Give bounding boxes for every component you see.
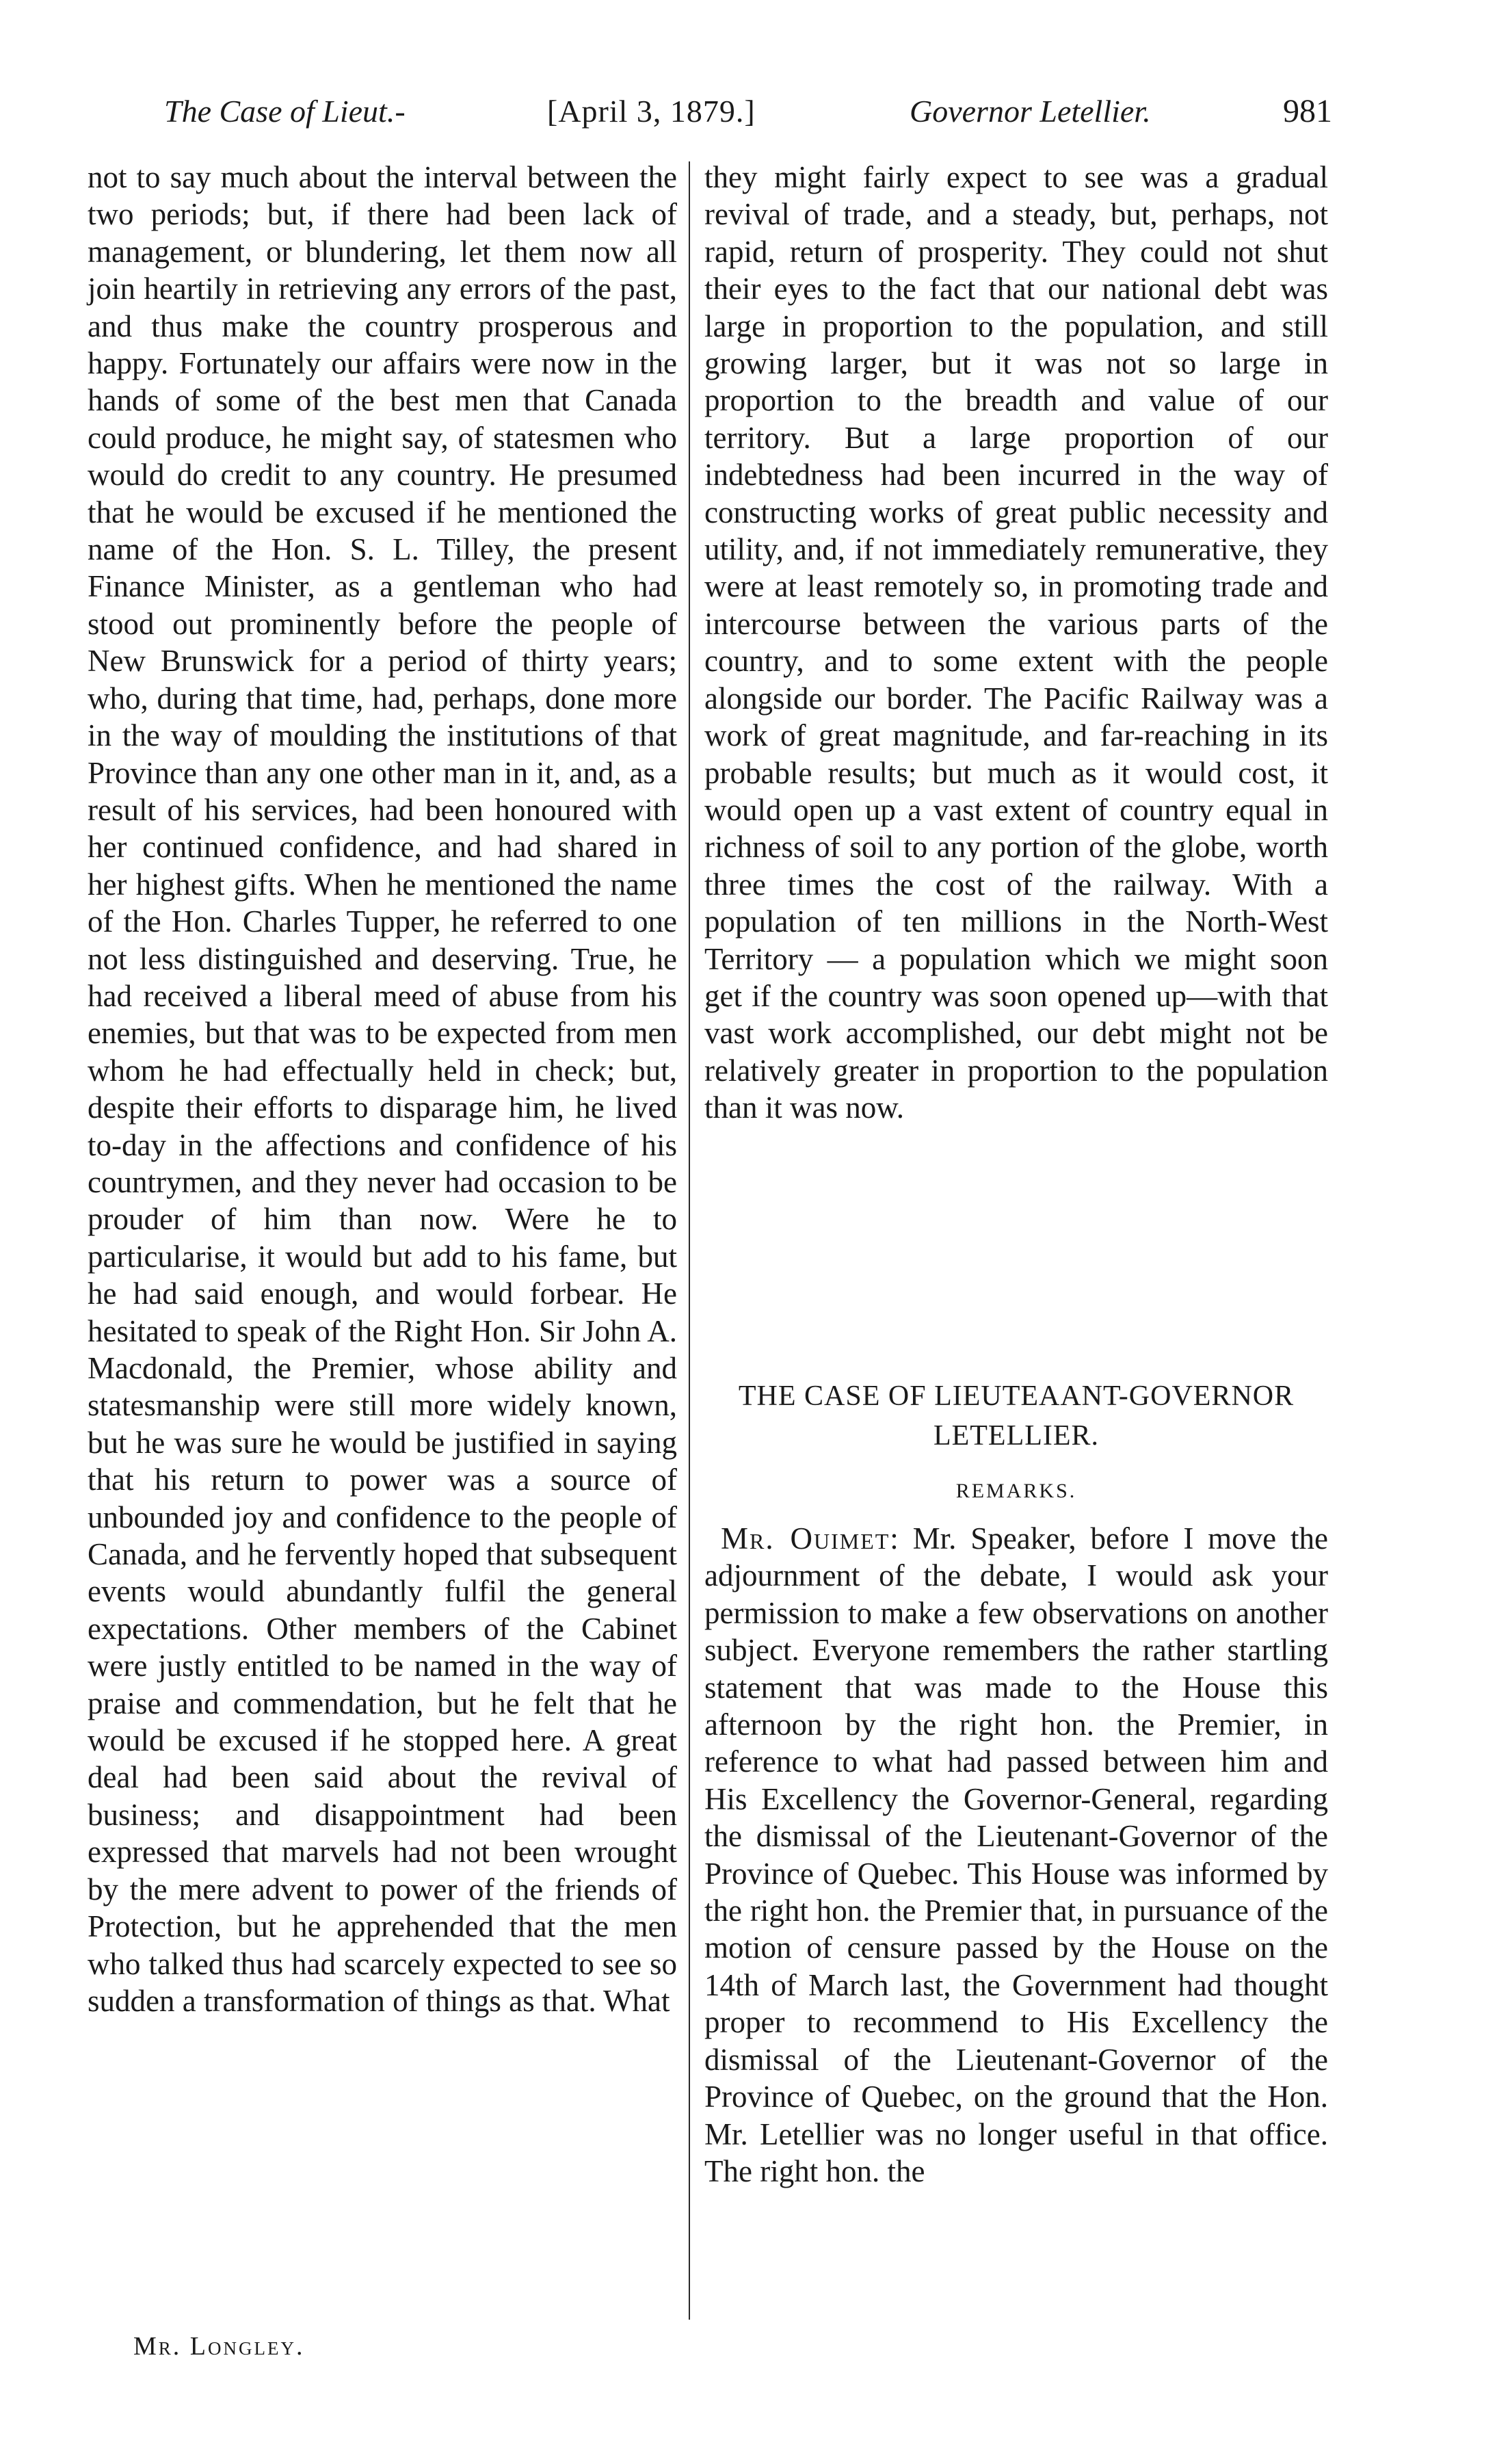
header-right-title: Governor Letellier. [910, 94, 1151, 129]
section-title: THE CASE OF LIEUTEAANT-GOVERNOR LETELLIER. [738, 1380, 1295, 1452]
header-left-title: The Case of Lieut.- [164, 94, 406, 129]
section-subtitle: REMARKS. [955, 1480, 1077, 1502]
speaker-name: Mr. Ouimet [721, 1521, 890, 1556]
column-divider [689, 161, 690, 2320]
speech-paragraph [704, 1520, 1328, 2190]
left-column [88, 159, 677, 2019]
left-column-text: not to say much about the interval between the two periods; but, if there had been lack of management, or blundering, let them now all join heartily in retrieving any errors of the past, and thus make the country prosperous and happy. Fortunately our affairs were now in the hands of some of the best men that Canada could produce, he might say, of statesmen who would do credit to any country. He presumed that he would be excused if he mentioned the name of the Hon. S. L. Tilley, the present Finance Minister, as a gentleman who had stood out prominently before the people of New Brunswick for a period of thirty years; who, during that time, had, perhaps, done more in the way of moulding the institutions of that Province than any one other man in it, and, as a result of his services, had been honoured with her continued confidence, and had shared in her highest gifts. When he mentioned the name of the Hon. Charles Tupper, he referred to one not less distinguished and deserving. True, he had received a liberal meed of abuse from his enemies, but that was to be expected from men whom he had effectually held in check; but, despite their efforts to disparage him, he lived to-day in the affections and confidence of his countrymen, and they never had occasion to be prouder of him than now. Were he to particularise, it would but add to his fame, but he had said enough, and would forbear. He hesitated to speak of the Right Hon. Sir John A. Macdonald, the Premier, whose ability and statesmanship were still more widely known, but he was sure he would be justified in saying that his return to power was a source of unbounded joy and confidence to the people of Canada, and he fervently hoped that subsequent events would abundantly fulfil the general expectations. Other members of the Cabinet were justly entitled to be named in the way of praise and commendation, but he felt that he would be excused if he stopped here. A great deal had been said about the revival of business; and disappointment had been expressed that marvels had not been wrought by the mere advent to power of the friends of Protection, but he apprehended that the men who talked thus had scarcely expected to see so sudden a transformation of things as that. What [88, 160, 677, 2018]
right-column [704, 159, 1328, 1127]
running-header [164, 88, 1332, 135]
page-number: 981 [1283, 93, 1332, 129]
speech-text: : Mr. Speaker, before I move the adjournment of the debate, I would ask your permission to make a few observations on another subject. Everyone remembers the rather startling statement that was made to the House this afternoon by the right hon. the Premier, in reference to what had passed between him and His Excellency the Governor-General, regarding the dismissal of the Lieutenant-Governor of the Province of Quebec. This House was informed by the right hon. the Premier that, in pursuance of the motion of censure passed by the House on the 14th of March last, the Government had thought proper to recommend to His Excellency the dismissal of the Lieutenant-Governor of the Province of Quebec, on the ground that the Hon. Mr. Letellier was no longer useful in that office. The right hon. the [704, 1521, 1328, 2188]
speaker-footer: Mr. Longley. [133, 2332, 305, 2361]
right-column-text: they might fairly expect to see was a gradual revival of trade, and a steady, but, perhaps, not rapid, return of prosperity. They could not shut their eyes to the fact that our national debt was large in proportion to the population, and still growing larger, but it was not so large in proportion to the breadth and value of our territory. But a large proportion of our indebtedness had been incurred in the way of constructing works of great public necessity and utility, and, if not immediately remunerative, they were at least remotely so, in promoting trade and intercourse between the various parts of the country, and to some extent with the people alongside our border. The Pacific Railway was a work of great magnitude, and far-reaching in its probable results; but much as it would cost, it would open up a vast extent of country equal in richness of soil to any portion of the globe, worth three times the cost of the railway. With a population of ten millions in the North-West Territory — a population which we might soon get if the country was soon opened up—with that vast work accomplished, our debt might not be relatively greater in proportion to the population than it was now. [704, 160, 1328, 1125]
speech-block [704, 1520, 1328, 2190]
header-date: [April 3, 1879.] [547, 94, 756, 129]
